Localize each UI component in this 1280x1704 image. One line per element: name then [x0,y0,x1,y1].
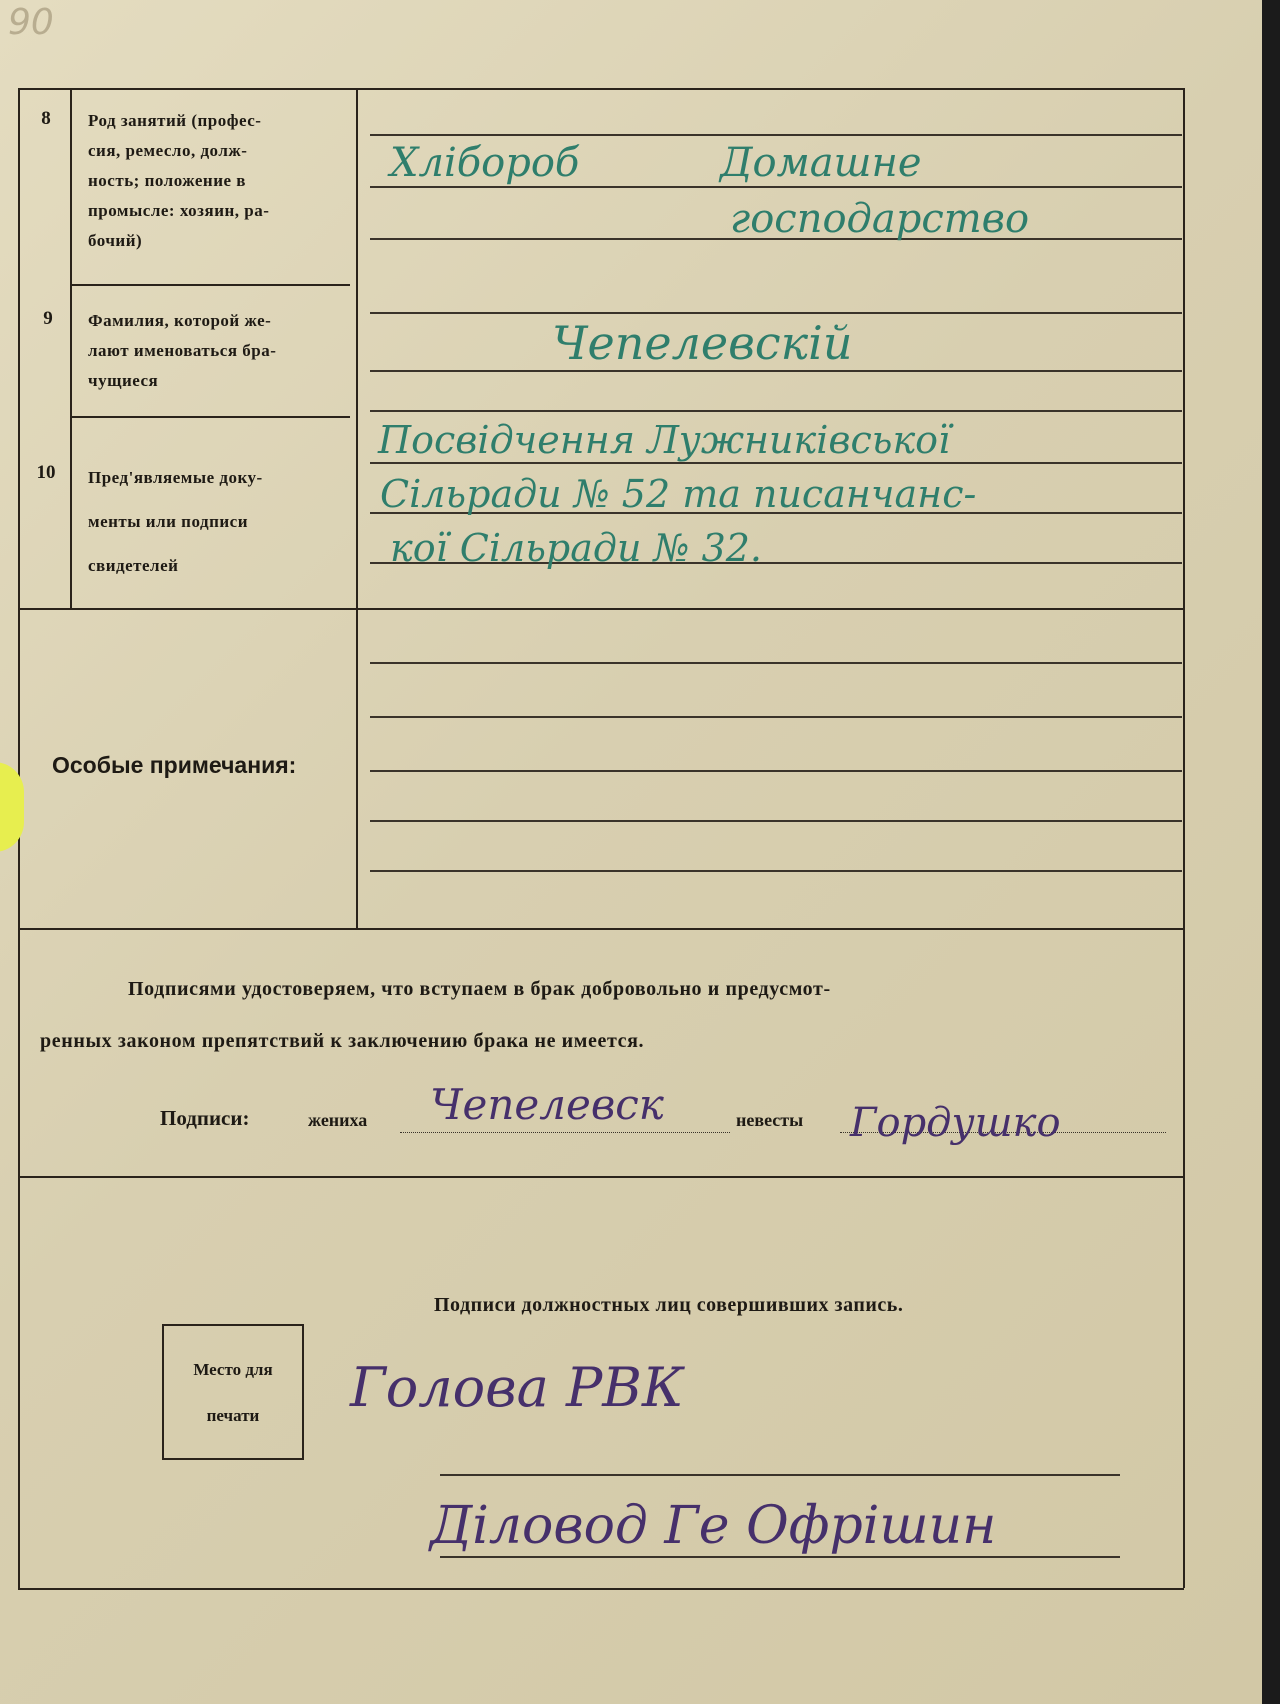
label-line: промысле: хозяин, ра- [88,201,270,220]
row-divider [72,416,350,418]
page-number: 90 [8,2,54,43]
stamp-label-line-2: печати [206,1406,260,1425]
signatures-caption: Подписи: [160,1106,250,1130]
label-line: бочий) [88,231,143,250]
section-divider [18,1176,1184,1178]
entry-line [370,186,1182,188]
section-divider [18,928,1184,930]
entry-line [370,370,1182,372]
row-divider [72,284,350,286]
book-binding-edge [1262,0,1280,1704]
official-sign-line [440,1556,1120,1558]
notes-label: Особые примечания: [52,752,297,778]
row-number: 8 [41,108,51,129]
entry-line [370,820,1182,822]
label-line: свидетелей [88,556,179,575]
handwritten-entry: кої Сільради № 32. [390,526,763,570]
yellow-tab-sticker [0,762,24,852]
row-label [88,456,263,588]
handwritten-entry: Хлібороб [390,140,580,186]
official-signature-1: Голова РВК [350,1356,684,1419]
number-column-divider [70,88,72,608]
groom-signature: Чепелевск [430,1080,664,1129]
entry-line [370,770,1182,772]
handwritten-entry: господарство [730,196,1030,242]
entry-line [370,716,1182,718]
handwritten-entry: Чепелевскій [552,316,853,370]
entry-line [370,462,1182,464]
label-line: лают именоваться бра- [88,341,277,360]
table-top-border [18,88,1184,90]
label-line: чущиеся [88,371,159,390]
section-divider [18,608,1184,610]
entry-line [370,134,1182,136]
row-label [88,106,269,256]
label-line: ность; положение в [88,171,246,190]
declaration-line-2: ренных законом препятствий к заключению брака не имеется. [40,1030,645,1052]
label-line: Род занятий (профес- [88,111,262,130]
stamp-label-line-1: Место для [193,1360,273,1379]
label-line: сия, ремесло, долж- [88,141,248,160]
handwritten-entry: Посвідчення Лужниківської [378,418,951,462]
officials-caption: Подписи должностных лиц совершивших запись. [434,1294,904,1316]
row-number: 9 [43,308,53,329]
groom-signature-line [400,1132,730,1133]
label-column-divider [356,88,358,928]
official-signature-2: Діловод Ге Офрішин [430,1496,997,1556]
table-right-border [1183,88,1185,1588]
declaration-line-1: Подписями удостоверяем, что вступаем в брак добровольно и предусмот- [128,978,831,1000]
label-line: менты или подписи [88,512,249,531]
groom-label: жениха [308,1110,368,1130]
entry-line [370,870,1182,872]
label-line: Фамилия, которой же- [88,311,272,330]
entry-line [370,662,1182,664]
bride-signature: Гордушко [850,1100,1061,1146]
bride-label: невесты [736,1110,804,1130]
entry-line [370,312,1182,314]
label-line: Пред'являемые доку- [88,468,263,487]
row-label [88,306,276,396]
official-sign-line [440,1474,1120,1476]
handwritten-entry: Сільради № 52 та писанчанс- [380,472,977,516]
stamp-place-box [162,1324,304,1460]
handwritten-entry: Домашне [720,140,922,186]
table-bottom-border [18,1588,1184,1590]
row-number: 10 [36,462,56,483]
entry-line [370,410,1182,412]
